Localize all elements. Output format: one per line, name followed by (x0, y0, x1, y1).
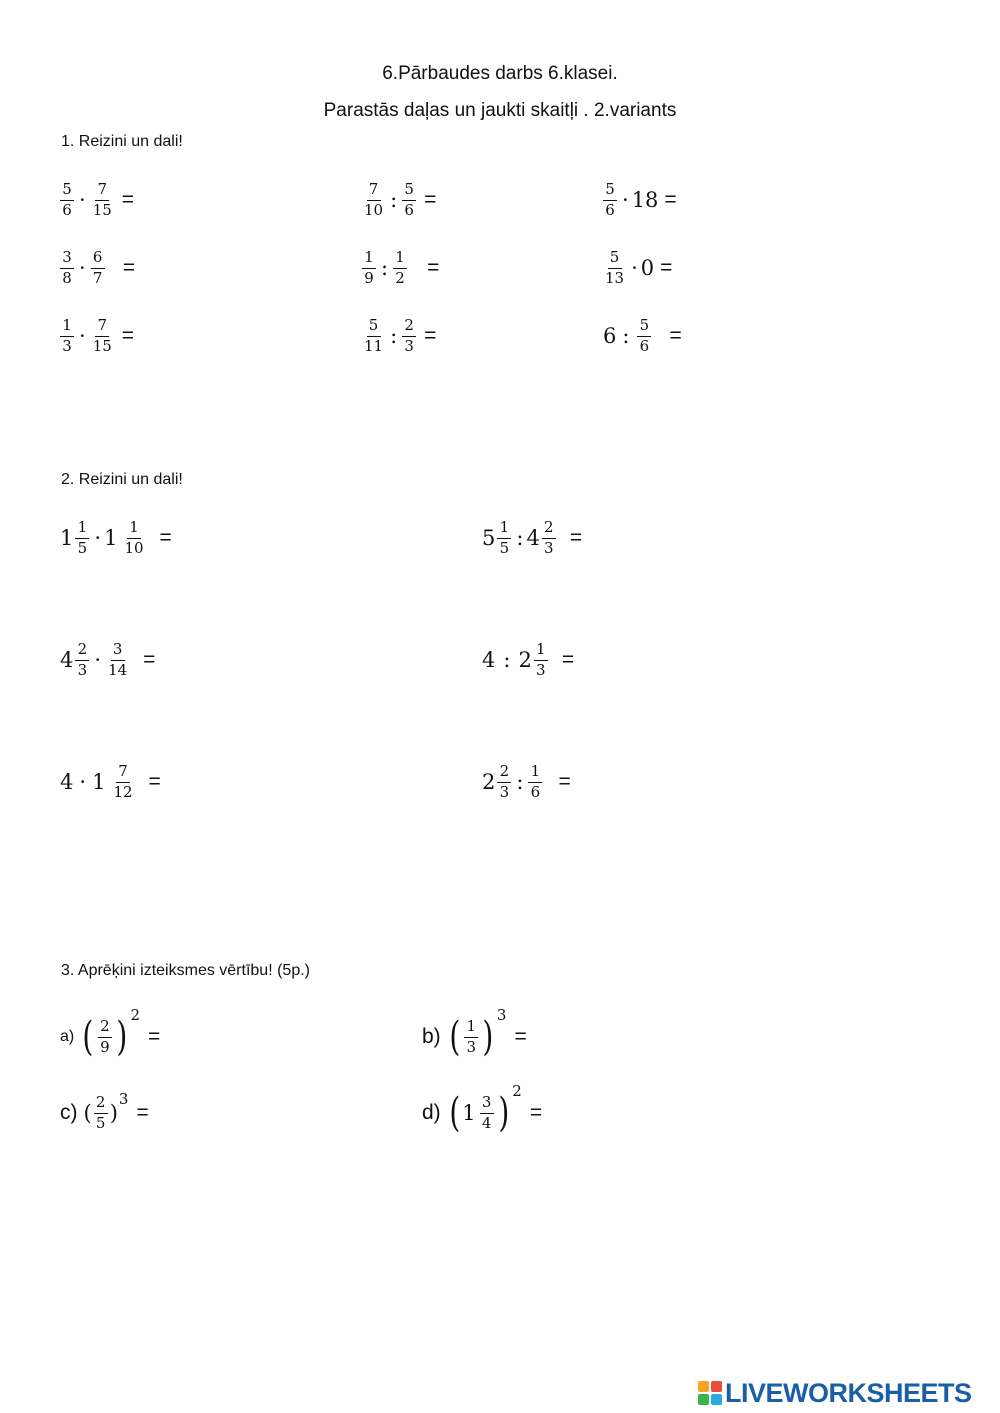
close-paren: ) (482, 1014, 494, 1060)
number: 0 (640, 256, 655, 280)
exercise-1-9 (603, 308, 682, 364)
equals: = (121, 188, 135, 211)
section2-heading: 2. Reizini un dali! (61, 471, 183, 488)
operator: · (94, 526, 102, 550)
whole-number: 2 (518, 648, 532, 672)
close-paren: ) (116, 1014, 128, 1060)
fraction: $\frac{1}{2}$ (393, 249, 407, 287)
exercise-2-5 (60, 754, 161, 810)
exponent: 3 (118, 1090, 129, 1108)
liveworksheets-logo (698, 1376, 972, 1410)
fraction: $\frac{1}{3}$ (464, 1018, 478, 1056)
operator: : (516, 770, 524, 794)
equals: = (122, 256, 135, 279)
fraction: $\frac{2}{3}$ (75, 641, 89, 679)
fraction: $\frac{3}{14}$ (108, 640, 128, 679)
equals: = (669, 324, 682, 347)
equals: = (148, 770, 161, 793)
item-label: a) (60, 1028, 75, 1045)
fraction: $\frac{1}{9}$ (362, 249, 376, 287)
equals: = (561, 648, 575, 671)
open-paren: ( (449, 1090, 460, 1136)
fraction: $\frac{5}{6}$ (637, 317, 651, 355)
fraction: $\frac{5}{6}$ (402, 181, 416, 219)
equals: = (558, 770, 571, 793)
fraction: $\frac{2}{3}$ (542, 519, 556, 557)
equals: = (424, 324, 437, 347)
equals: = (427, 256, 440, 279)
fraction: $\frac{1}{5}$ (497, 519, 511, 557)
equals: = (148, 1025, 161, 1048)
fraction: $\frac{1}{6}$ (528, 763, 542, 801)
exercise-3d (422, 1080, 542, 1146)
fraction: $\frac{3}{4}$ (480, 1094, 494, 1132)
exponent: 2 (130, 1006, 140, 1024)
open-paren: ( (449, 1014, 460, 1060)
fraction: $\frac{7}{15}$ (92, 180, 112, 219)
open-paren: ( (82, 1014, 94, 1060)
logo-mark-icon (698, 1381, 722, 1405)
operator: · (79, 256, 86, 280)
section1-heading: 1. Reizini un dali! (61, 133, 183, 150)
whole-number: 4 (526, 526, 540, 550)
exercise-3b (422, 1004, 527, 1070)
equals: = (660, 256, 673, 279)
fraction: $\frac{1}{3}$ (534, 641, 548, 679)
whole-number: 1 (462, 1101, 476, 1125)
operator: : (516, 526, 524, 550)
fraction: $\frac{5}{11}$ (364, 316, 384, 355)
whole-number: 1 (60, 526, 74, 550)
item-label: d) (422, 1101, 441, 1124)
fraction: $\frac{2}{9}$ (98, 1018, 112, 1056)
equals: = (143, 648, 156, 671)
exercise-2-2 (482, 510, 582, 566)
exercise-3c (60, 1082, 149, 1144)
fraction: $\frac{5}{6}$ (603, 181, 617, 219)
close-paren: ) (498, 1090, 509, 1136)
fraction: $\frac{6}{7}$ (91, 249, 105, 287)
operator: : (622, 324, 630, 348)
exercise-3a (60, 1004, 160, 1070)
number: 4 (60, 770, 74, 794)
fraction: $\frac{2}{3}$ (402, 317, 416, 355)
operator: · (79, 770, 87, 794)
exercise-1-3 (58, 308, 134, 364)
exercise-1-5 (360, 240, 439, 296)
operator: · (94, 648, 102, 672)
operator: · (79, 324, 86, 348)
equals: = (664, 188, 677, 211)
item-label: c) (60, 1101, 78, 1124)
logo-text: LIVEWORKSHEETS (725, 1377, 972, 1408)
exponent: 2 (512, 1082, 522, 1100)
number: 18 (631, 188, 659, 212)
number: 6 (603, 324, 617, 348)
exercise-1-7 (601, 172, 677, 228)
close-paren: ) (109, 1101, 118, 1125)
equals: = (529, 1101, 543, 1124)
exercise-1-6 (360, 308, 436, 364)
equals: = (159, 526, 172, 549)
equals: = (136, 1101, 149, 1124)
page-title: 6.Pārbaudes darbs 6.klasei. (382, 63, 618, 84)
open-paren: ( (83, 1101, 92, 1125)
fraction: $\frac{1}{10}$ (124, 518, 144, 557)
exercise-1-8 (601, 240, 672, 296)
exercise-1-4 (360, 172, 436, 228)
exercise-2-1 (60, 510, 172, 566)
whole-number: 4 (60, 648, 74, 672)
exercise-2-3 (60, 632, 155, 688)
fraction: $\frac{1}{3}$ (60, 317, 74, 355)
equals: = (514, 1025, 527, 1048)
fraction: $\frac{3}{8}$ (60, 249, 74, 287)
exercise-2-4 (482, 632, 574, 688)
equals: = (121, 324, 135, 347)
fraction: $\frac{5}{13}$ (605, 248, 625, 287)
section3-heading: 3. Aprēķini izteiksmes vērtību! (5p.) (61, 962, 310, 979)
exercise-1-1 (58, 172, 134, 228)
exercise-1-2 (58, 240, 135, 296)
fraction: $\frac{7}{10}$ (364, 180, 384, 219)
whole-number: 2 (482, 770, 496, 794)
item-label: b) (422, 1025, 441, 1048)
operator: : (381, 256, 389, 280)
fraction: $\frac{2}{3}$ (497, 763, 511, 801)
exponent: 3 (496, 1006, 507, 1024)
number: 4 (482, 648, 496, 672)
operator: : (390, 188, 398, 212)
operator: : (503, 648, 511, 672)
equals: = (424, 188, 437, 211)
equals: = (569, 526, 583, 549)
operator: : (390, 324, 398, 348)
page-subtitle: Parastās daļas un jaukti skaitļi . 2.variants (323, 100, 677, 121)
fraction: $\frac{1}{5}$ (75, 519, 89, 557)
whole-number: 1 (104, 526, 118, 550)
fraction: $\frac{7}{15}$ (92, 316, 112, 355)
whole-number: 5 (482, 526, 496, 550)
fraction: $\frac{7}{12}$ (113, 762, 133, 801)
exercise-2-6 (482, 754, 571, 810)
fraction: $\frac{5}{6}$ (60, 181, 74, 219)
whole-number: 1 (92, 770, 106, 794)
operator: · (79, 188, 86, 212)
fraction: $\frac{2}{5}$ (94, 1094, 108, 1132)
operator: · (622, 188, 629, 212)
operator: · (631, 256, 638, 280)
